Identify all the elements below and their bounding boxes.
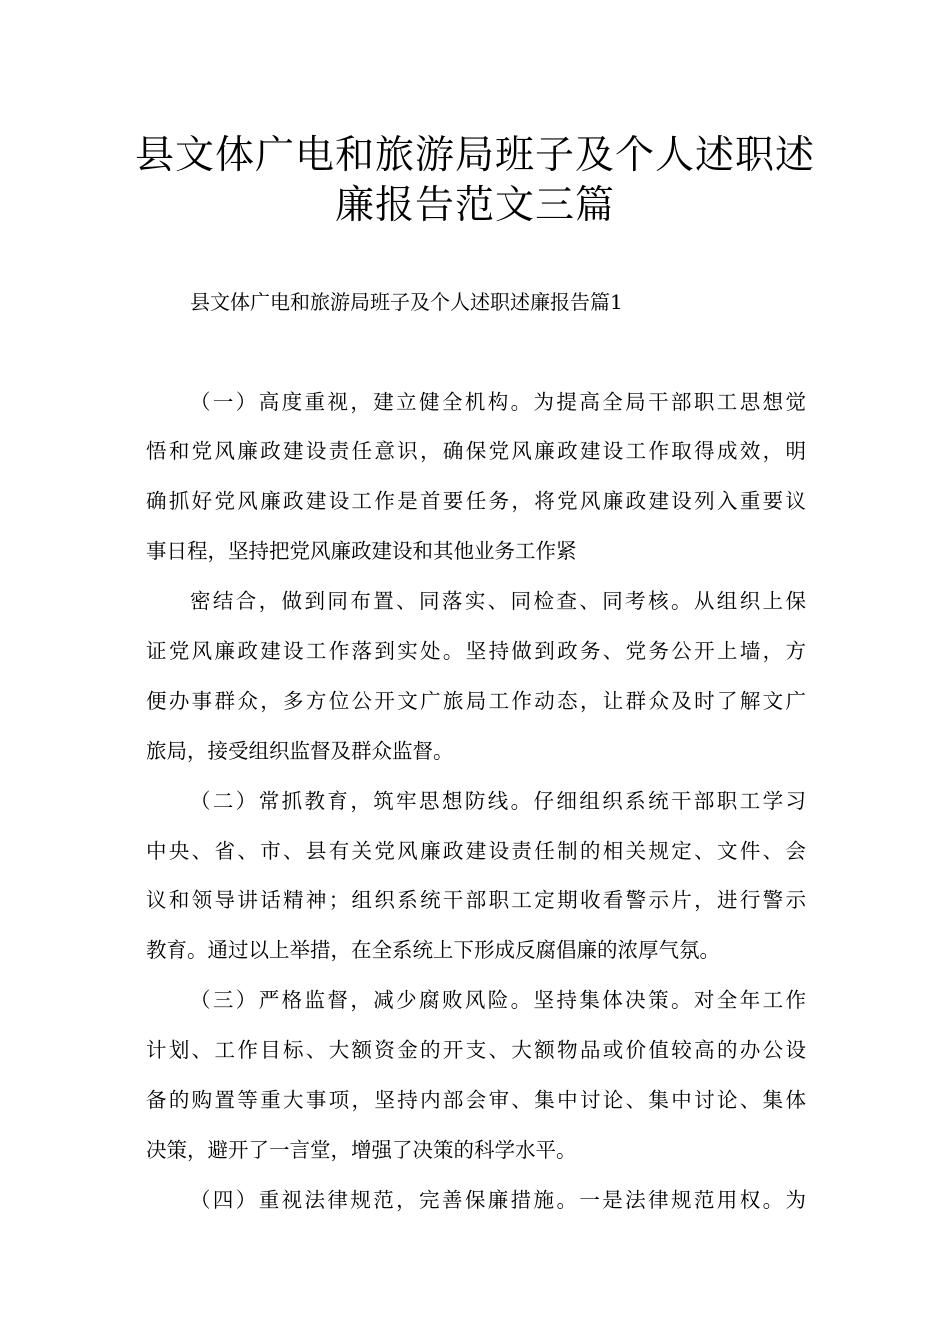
body-line: 证党风廉政建设工作落到实处。坚持做到政务、党务公开上墙，方 xyxy=(146,639,806,663)
body-line: 决策，避开了一言堂，增强了决策的科学水平。 xyxy=(146,1138,577,1162)
body-line: （四）重视法律规范，完善保廉措施。一是法律规范用权。为 xyxy=(190,1188,806,1212)
body-line: 中央、省、市、县有关党风廉政建设责任制的相关规定、文件、会 xyxy=(146,839,806,863)
body-line: 备的购置等重大事项，坚持内部会审、集中讨论、集中讨论、集体 xyxy=(146,1088,806,1112)
body-line: 确抓好党风廉政建设工作是首要任务，将党风廉政建设列入重要议 xyxy=(146,489,806,513)
body-line: （二）常抓教育，筑牢思想防线。仔细组织系统干部职工学习 xyxy=(190,789,806,813)
body-line: 事日程，坚持把党风廉政建设和其他业务工作紧 xyxy=(146,539,577,563)
body-line: 密结合，做到同布置、同落实、同检查、同考核。从组织上保 xyxy=(190,589,806,613)
body-line: （三）严格监督，减少腐败风险。坚持集体决策。对全年工作 xyxy=(190,988,806,1012)
document-title-line-2: 廉报告范文三篇 xyxy=(334,183,615,228)
body-line: 便办事群众，多方位公开文广旅局工作动态，让群众及时了解文广 xyxy=(146,689,806,713)
body-line: （一）高度重视，建立健全机构。为提高全局干部职工思想觉 xyxy=(190,390,806,414)
body-line: 议和领导讲话精神；组织系统干部职工定期收看警示片，进行警示 xyxy=(146,888,806,912)
document-title-line-1: 县文体广电和旅游局班子及个人述职述 xyxy=(134,133,815,178)
body-line: 悟和党风廉政建设责任意识，确保党风廉政建设工作取得成效，明 xyxy=(146,439,806,463)
section-heading: 县文体广电和旅游局班子及个人述职述廉报告篇1 xyxy=(190,290,623,314)
body-line: 旅局，接受组织监督及群众监督。 xyxy=(146,739,454,763)
body-line: 教育。通过以上举措，在全系统上下形成反腐倡廉的浓厚气氛。 xyxy=(146,938,720,962)
body-line: 计划、工作目标、大额资金的开支、大额物品或价值较高的办公设 xyxy=(146,1038,806,1062)
